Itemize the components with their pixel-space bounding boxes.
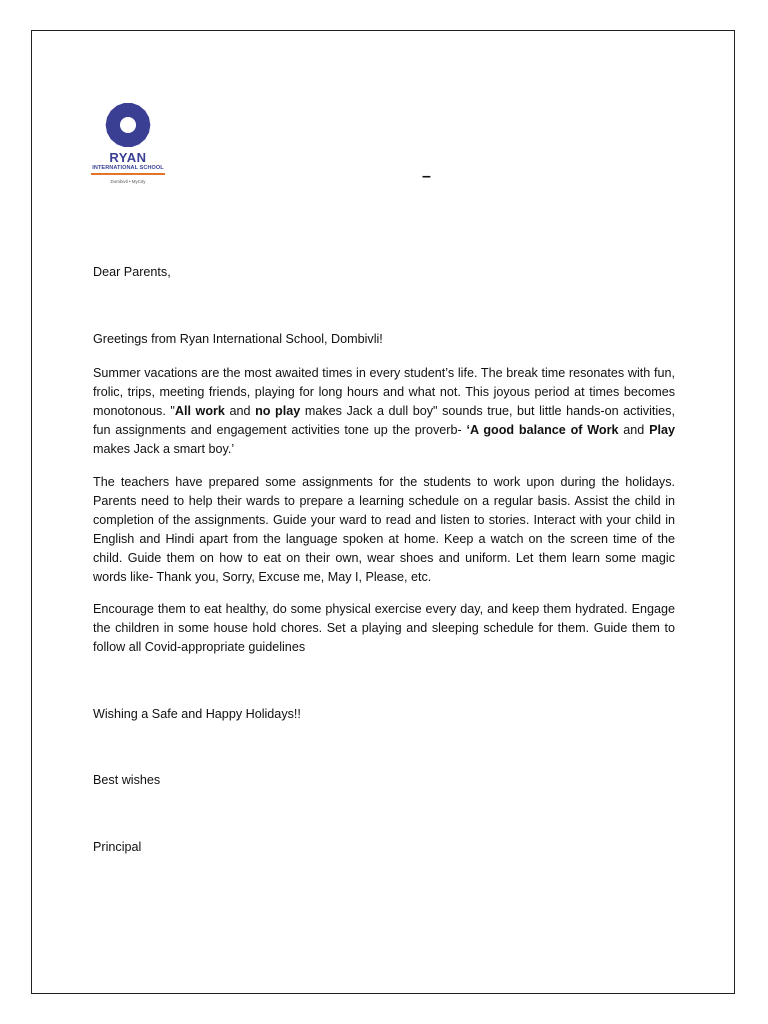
logo-name: RYAN [109, 150, 147, 165]
header-dash: – [422, 168, 431, 185]
paragraph-2: The teachers have prepared some assignments for the students to work upon during the holidays. Parents need to help their wards to prepare a learning schedule on a regular basis. Assist the child in completion of the assignments. Guide your ward to read and listen to stories. Interact with your child in English and Hindi apart from the language spoken at home. Keep a watch on the screen time of the child. Guide them on how to eat on their own, wear shoes and uniform. Let them learn some magic words like- Thank you, Sorry, Excuse me, May I, Please, etc. [93, 475, 675, 584]
school-logo [87, 101, 169, 191]
paragraph-1: Summer vacations are the most awaited times in every student’s life. The break time resonates with fun, frolic, trips, meeting friends, playing for long hours and what not. This joyous period at times becomes monotonous. "All work and no play makes Jack a dull boy" sounds true, but little hands-on activities, fun assignments and engagement activities tone up the proverb- ‘A good balance of Work and Play makes Jack a smart boy.’ [93, 366, 676, 456]
logo-divider [91, 173, 165, 175]
logo-tagline: Dombivli • MyCity [110, 179, 146, 184]
logo-school-name: INTERNATIONAL SCHOOL [92, 165, 164, 171]
signature: Principal [93, 840, 142, 854]
paragraph-3: Encourage them to eat healthy, do some physical exercise every day, and keep them hydrated. Engage the children in some house hold chores. Set a playing and sleeping schedule for them. Guide them to follow all Covid-appropriate guidelines [93, 602, 675, 654]
sun-rays-icon [100, 101, 156, 149]
greeting: Greetings from Ryan International School, Dombivli! [93, 332, 383, 346]
salutation: Dear Parents, [93, 265, 171, 279]
wishing-line: Wishing a Safe and Happy Holidays!! [93, 707, 301, 721]
closing: Best wishes [93, 773, 161, 787]
